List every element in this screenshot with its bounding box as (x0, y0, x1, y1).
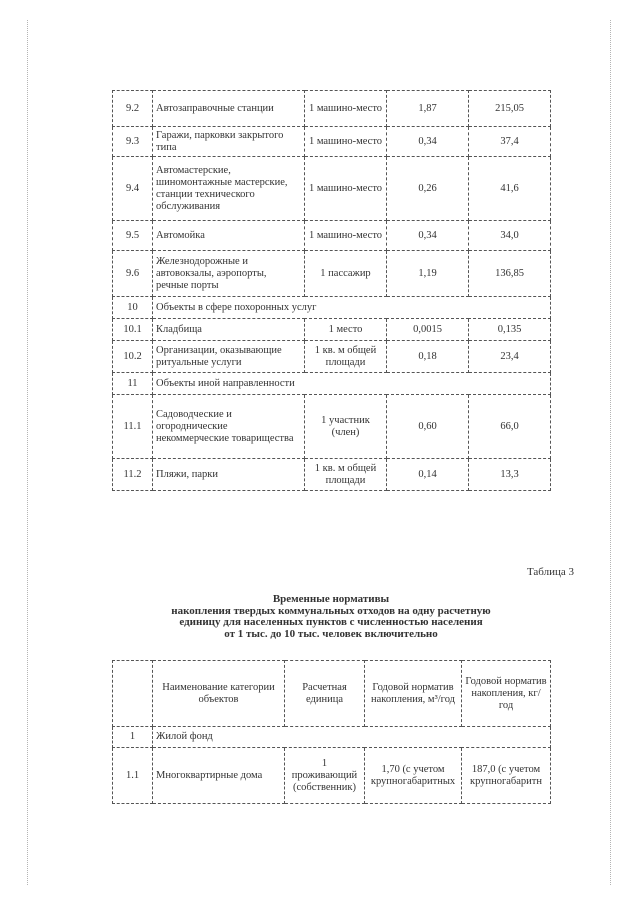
table-heading (112, 594, 550, 640)
section-title: Объекты в сфере похоронных услуг (153, 297, 551, 319)
row-unit: 1 машино-место (305, 221, 387, 251)
section-row (113, 297, 551, 319)
norms-table-body (113, 91, 551, 491)
row-volume: 0,34 (387, 221, 469, 251)
row-unit: 1 машино-место (305, 91, 387, 127)
row-category: Гаражи, парковки закрытого типа (153, 127, 305, 157)
row-volume: 1,87 (387, 91, 469, 127)
row-unit: 1 пассажир (305, 251, 387, 297)
row-mass: 215,05 (469, 91, 551, 127)
row-mass: 0,135 (469, 319, 551, 341)
row-number: 11 (113, 373, 153, 395)
row-unit: 1 кв. м общей площади (305, 341, 387, 373)
table-row (113, 91, 551, 127)
row-number: 9.4 (113, 157, 153, 221)
row-unit: 1 машино-место (305, 127, 387, 157)
table-row (113, 459, 551, 491)
row-number: 11.1 (113, 395, 153, 459)
header-category: Наименование категории объектов (153, 661, 285, 727)
row-unit: 1 машино-место (305, 157, 387, 221)
row-category: Автозаправочные станции (153, 91, 305, 127)
section-row (113, 727, 551, 748)
section-title: Объекты иной направленности (153, 373, 551, 395)
row-unit: 1 место (305, 319, 387, 341)
header-mass: Годовой норматив накопления, кг/год (462, 661, 551, 727)
row-mass: 37,4 (469, 127, 551, 157)
table-row (113, 341, 551, 373)
row-number: 1.1 (113, 748, 153, 804)
row-category: Садоводческие и огороднические некоммерческие товарищества (153, 395, 305, 459)
header-volume: Годовой норматив накопления, м³/год (365, 661, 462, 727)
row-unit: 1 кв. м общей площади (305, 459, 387, 491)
row-category: Железнодорожные и автовокзалы, аэропорты, речные порты (153, 251, 305, 297)
row-category: Автомойка (153, 221, 305, 251)
row-volume: 0,26 (387, 157, 469, 221)
row-mass: 136,85 (469, 251, 551, 297)
table-row (113, 748, 551, 804)
row-mass: 187,0 (с учетом крупногабаритн (462, 748, 551, 804)
section-row (113, 373, 551, 395)
row-number: 9.3 (113, 127, 153, 157)
heading-line: накопления твердых коммунальных отходов на одну расчетную (171, 604, 491, 617)
row-number: 10.1 (113, 319, 153, 341)
row-volume: 1,19 (387, 251, 469, 297)
table-row (113, 157, 551, 221)
row-volume: 0,14 (387, 459, 469, 491)
row-number: 9.5 (113, 221, 153, 251)
row-category: Пляжи, парки (153, 459, 305, 491)
table-row (113, 319, 551, 341)
scan-edge-left (27, 20, 28, 885)
row-category: Автомастерские, шиномонтажные мастерские, станции технического обслуживания (153, 157, 305, 221)
table-row (113, 221, 551, 251)
row-number: 1 (113, 727, 153, 748)
row-volume: 0,0015 (387, 319, 469, 341)
section-title: Жилой фонд (153, 727, 551, 748)
table-header-row (113, 661, 551, 727)
heading-line: от 1 тыс. до 10 тыс. человек включительно (224, 627, 438, 640)
row-number: 11.2 (113, 459, 153, 491)
norms-table-3 (112, 660, 551, 804)
row-mass: 13,3 (469, 459, 551, 491)
table-row (113, 127, 551, 157)
scan-edge-right (610, 20, 611, 885)
row-mass: 23,4 (469, 341, 551, 373)
row-category: Организации, оказывающие ритуальные услуги (153, 341, 305, 373)
row-volume: 0,18 (387, 341, 469, 373)
table-row (113, 395, 551, 459)
heading-line: единицу для населенных пунктов с численностью населения (179, 616, 483, 628)
header-number (113, 661, 153, 727)
header-unit: Расчетная единица (285, 661, 365, 727)
table-caption: Таблица 3 (526, 566, 574, 578)
row-volume: 0,34 (387, 127, 469, 157)
row-number: 10 (113, 297, 153, 319)
row-unit: 1 участник (член) (305, 395, 387, 459)
row-category: Многоквартирные дома (153, 748, 285, 804)
row-mass: 41,6 (469, 157, 551, 221)
row-volume: 0,60 (387, 395, 469, 459)
row-volume: 1,70 (с учетом крупногабаритных (365, 748, 462, 804)
row-number: 9.6 (113, 251, 153, 297)
row-category: Кладбища (153, 319, 305, 341)
row-mass: 66,0 (469, 395, 551, 459)
norms-table-continued (112, 90, 551, 491)
row-mass: 34,0 (469, 221, 551, 251)
table-row (113, 251, 551, 297)
row-unit: 1 проживающий (собственник) (285, 748, 365, 804)
row-number: 10.2 (113, 341, 153, 373)
row-number: 9.2 (113, 91, 153, 127)
heading-line: Временные нормативы (272, 593, 390, 605)
